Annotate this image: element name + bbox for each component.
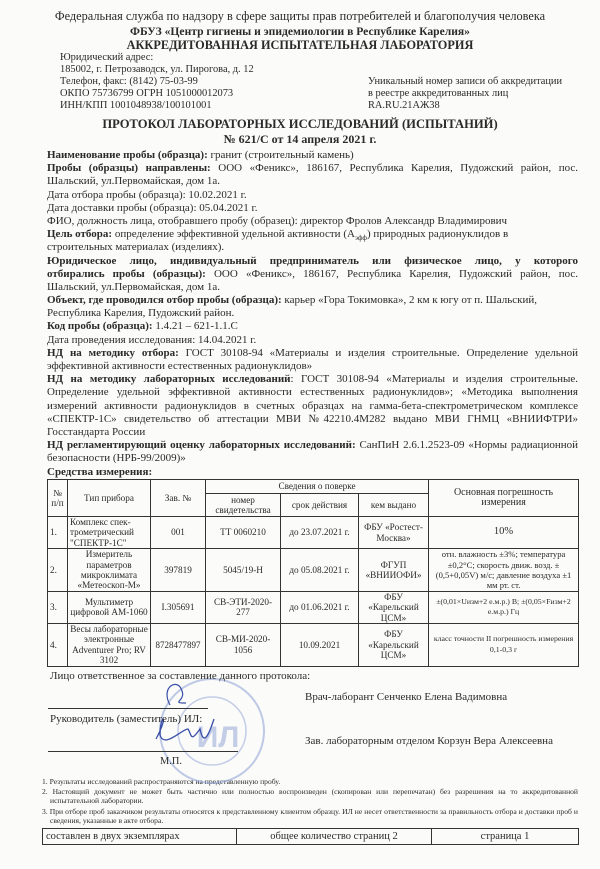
col-serial: Зав. № (151, 480, 206, 517)
object-cont: Республика Карелия, Пудожский район. (47, 307, 235, 320)
notes (42, 777, 578, 825)
col-cert: номер свидетельства (206, 494, 281, 517)
cell-cert: СВ-ЭТИ-2020-277 (206, 591, 281, 623)
regulation: СанПиН 2.6.1.2523-09 «Нормы радиационной (355, 439, 578, 452)
accreditation-block (368, 76, 562, 112)
cell-error: класс точности II погрешность измерения 0,1-0,3 г (429, 624, 579, 667)
note: 2. Настоящий документ не может быть частично или полностью воспроизведен (скопирован или перепечатан) без разрешения на то аккредитованной испытательной лаборатории. (42, 786, 578, 806)
cell-serial: 397819 (151, 549, 206, 592)
study-date: Дата проведения исследования: 14.04.2021 г. (47, 333, 257, 346)
address-line: ОКПО 75736799 ОГРН 1051000012073 (60, 88, 234, 99)
field-label: НД на методику лабораторных исследований (47, 373, 291, 386)
cell-error: 10% (429, 517, 579, 549)
signature-line (48, 751, 238, 752)
col-type: Тип прибора (68, 480, 151, 517)
address-line: Телефон, факс: (8142) 75-03-99 (60, 76, 198, 87)
protocol-number: № 621/С от 14 апреля 2021 г. (223, 132, 377, 146)
purpose-sub: эфф (354, 234, 367, 243)
bottom-section (0, 479, 600, 845)
stamp-text: ИЛ (196, 720, 240, 754)
field-label: Цель отбора: (47, 228, 113, 241)
delivery-date: Дата доставки пробы (образца): 05.04.2021 г. (47, 201, 258, 214)
address-line: Юридический адрес: (60, 52, 154, 63)
head-name: Зав. лабораторным отделом Корзун Вера Алексеевна (305, 734, 553, 747)
address-line: ИНН/КПП 1001048938/100101001 (60, 100, 212, 111)
agency-name: Федеральная служба по надзору в сфере защиты прав потребителей и благополучия человека (54, 9, 546, 23)
page-number: страница 1 (432, 829, 579, 845)
instruments-label: Средства измерения: (47, 465, 153, 478)
field-label: Код пробы (образца): (47, 320, 153, 333)
protocol-title: ПРОТОКОЛ ЛАБОРАТОРНЫХ ИССЛЕДОВАНИЙ (ИСПЫТАНИЙ) (102, 117, 498, 131)
field-label: НД регламентирующий оценку лабораторных исследований: (47, 439, 356, 452)
cell-error: ±(0,01×Uизм+2 е.м.р.) В; ±(0,05×Fизм+2 е.м.р.) Гц (429, 591, 579, 623)
note: 3. При отборе проб заказчиком результаты относятся к представленному клиентом образцу. ИЛ не несет ответственности за правильность отбора и доставки проб и сведения, указанные в акте отбора. (42, 806, 578, 825)
field-label: НД на методику отбора: (47, 346, 179, 359)
cell-issuer: ФБУ «Ростест-Москва» (359, 517, 429, 549)
instruments-table (47, 479, 579, 667)
table-row (48, 624, 579, 667)
cell-serial: I.305691 (151, 591, 206, 623)
entity-label: Юридическое лицо, индивидуальный предприниматель или физическое лицо, у которого (47, 254, 578, 267)
table-header-row (48, 480, 579, 494)
cell-issuer: ФБУ «Карельский ЦСМ» (359, 624, 429, 667)
cell-type: Мультиметр цифровой АМ-1060 (68, 591, 151, 623)
cell-cert: СВ-МИ-2020-1056 (206, 624, 281, 667)
cell-valid: до 23.07.2021 г. (281, 517, 359, 549)
cell-num: 4. (48, 624, 68, 667)
cell-num: 1. (48, 517, 68, 549)
address-line: 185002, г. Петрозаводск, ул. Пирогова, д. 12 (60, 64, 254, 75)
regulation-cont: безопасности (НРБ-99/2009)» (47, 452, 186, 465)
lab-name: АККРЕДИТОВАННАЯ ИСПЫТАТЕЛЬНАЯ ЛАБОРАТОРИЯ (126, 38, 474, 52)
copies: составлен в двух экземплярах (43, 829, 237, 845)
purpose-cont: строительных материалах (изделиях). (47, 241, 225, 254)
purpose-end: ) природных радионуклидов в (366, 228, 509, 241)
sent-by: ООО «Феникс», 186167, Республика Карелия, Пудожский район, пос. (210, 162, 578, 175)
total-pages: общее количество страниц 2 (237, 829, 432, 845)
field-label: отбирались пробы (образцы): (47, 267, 206, 280)
field-label: Пробы (образцы) направлены: (47, 162, 211, 175)
responsible-name: Врач-лаборант Сенченко Елена Вадимовна (305, 690, 508, 703)
cell-valid: 10.09.2021 (281, 624, 359, 667)
responsible-label: Лицо ответственное за составление данного протокола: (50, 669, 311, 682)
sampling-method: ГОСТ 30108-94 «Материалы и изделия строительные. Определение удельной (178, 346, 578, 359)
lab-method-line: Госстандарта России (47, 425, 146, 438)
col-issuer: кем выдано (359, 494, 429, 517)
sampling-method-cont: эффективной активности естественных радионуклидов» (47, 360, 313, 372)
lab-method-line: Определение удельной эффективной активности естественных радионуклидов»; «Методика выполнения (47, 386, 578, 399)
sampler: ФИО, должность лица, отобравшего пробу (образец): директор Фролов Александр Владимирович (47, 214, 508, 227)
entity: ООО «Феникс», 186167, Республика Карелия, Пудожский район, пос. (205, 267, 578, 280)
table-row (48, 549, 579, 592)
protocol-fields (47, 149, 578, 479)
footer-table (42, 828, 579, 845)
cell-type: Комплекс спек-трометрический "СПЕКТР-1С" (68, 517, 151, 549)
field-label: Наименование пробы (образца): (47, 149, 208, 161)
stamp-seal (130, 673, 280, 785)
table-row (48, 517, 579, 549)
address-block (60, 52, 254, 112)
col-num: № п/п (48, 480, 68, 517)
accreditation-line: Уникальный номер записи об аккредитации (368, 76, 563, 87)
sample-name: гранит (строительный камень) (207, 149, 354, 161)
field-label: Объект, где проводился отбор пробы (образца): (47, 294, 282, 307)
sample-code: 1.4.21 – 621-1.1.С (152, 320, 238, 333)
lab-method-line: «СПЕКТР-1С» свидетельство об аттестации МВИ №42210.4М282 выдано МВИ ГНМЦ «ВНИИФТРИ» (47, 412, 578, 425)
sent-by-cont: Шальский, ул.Первомайская, дом 1а. (47, 175, 220, 188)
col-verification: Сведения о поверке (206, 480, 429, 494)
signatures-section (0, 667, 600, 775)
accreditation-line: в реестре аккредитованных лиц (368, 88, 509, 99)
cell-serial: 001 (151, 517, 206, 549)
cell-serial: 8728477897 (151, 624, 206, 667)
cell-cert: 5045/19-Н (206, 549, 281, 592)
col-valid: срок действия (281, 494, 359, 517)
org-name: ФБУЗ «Центр гигиены и эпидемиологии в Республике Карелия» (130, 25, 470, 38)
cell-error: отн. влажность ±3%; температура ±0,2°С; скорость движ. возд. ±(0,5+0,05V) м/с; давление воздуха ±1 мм рт. ст. (429, 549, 579, 592)
cell-cert: ТТ 0060210 (206, 517, 281, 549)
cell-issuer: ФБУ «Карельский ЦСМ» (359, 591, 429, 623)
signature-line (48, 708, 208, 709)
cell-type: Измеритель параметров микроклимата «Метеоскоп-М» (68, 549, 151, 592)
cell-num: 3. (48, 591, 68, 623)
entity-cont: Шальский, ул.Первомайская, дом 1а. (47, 280, 220, 293)
seal-place: М.П. (160, 755, 182, 767)
sampling-date: Дата отбора пробы (образца): 10.02.2021 г. (47, 188, 247, 201)
lab-method-line: измерений активности радионуклидов в счетных образцах на гамма-бета-спектрометрическом комплексе (47, 399, 578, 412)
table-row (48, 591, 579, 623)
purpose: определение эффективной удельной активности (А (112, 228, 355, 241)
cell-valid: до 01.06.2021 г. (281, 591, 359, 623)
cell-type: Весы лабораторные электронные Adventurer Pro; RV 3102 (68, 624, 151, 667)
accreditation-number: RA.RU.21АЖ38 (368, 100, 440, 111)
col-error: Основная погрешность измерения (429, 480, 579, 517)
head-label: Руководитель (заместитель) ИЛ: (50, 712, 203, 725)
note: 1. Результаты исследований распространяются на представленную пробу. (42, 776, 281, 786)
object: карьер «Гора Токимовка», 2 км к югу от п. Шальский, (281, 294, 538, 307)
lab-method: : ГОСТ 30108-94 «Материалы и изделия строительные. (290, 373, 579, 386)
cell-issuer: ФГУП «ВНИИОФИ» (359, 549, 429, 592)
cell-num: 2. (48, 549, 68, 592)
cell-valid: до 05.08.2021 г. (281, 549, 359, 592)
